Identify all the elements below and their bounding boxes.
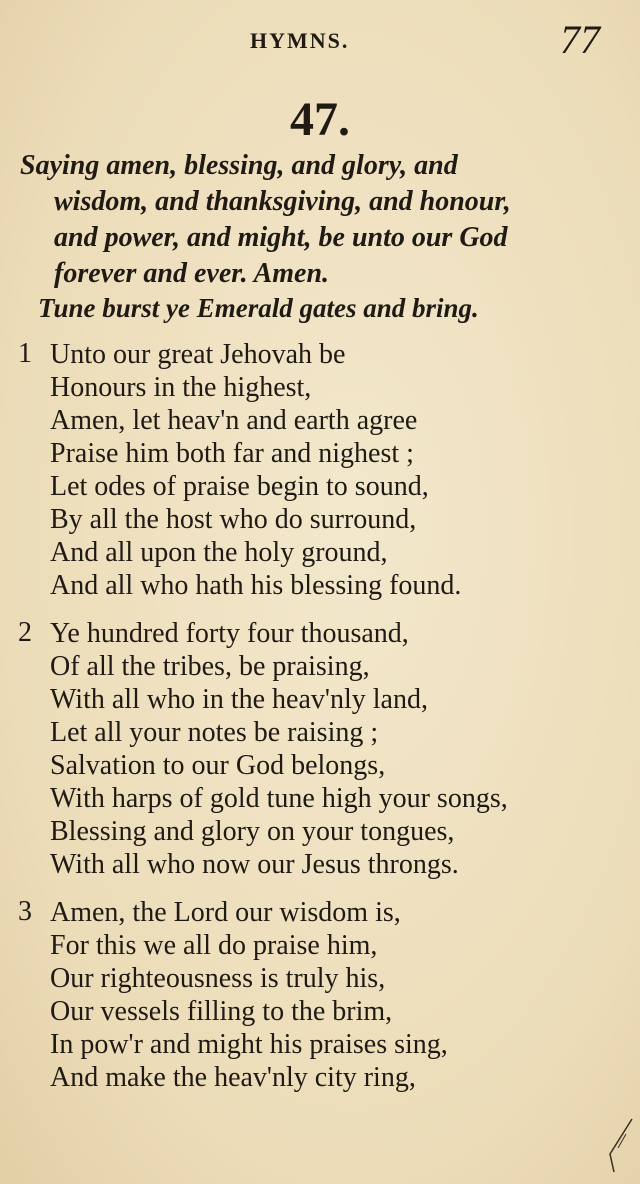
stanza-number: 1: [18, 338, 32, 369]
tune-line: Tune burst ye Emerald gates and bring.: [38, 293, 479, 323]
verse-line: Unto our great Jehovah be: [50, 339, 346, 370]
verse-line: Honours in the highest,: [50, 372, 312, 403]
verse-line: Let odes of praise begin to sound,: [50, 471, 429, 502]
verse-line: Blessing and glory on your tongues,: [50, 816, 455, 847]
verse-line: For this we all do praise him,: [50, 930, 378, 961]
verse-line: And all who hath his blessing found.: [50, 570, 462, 601]
epigraph-line: Saying amen, blessing, and glory, and: [20, 150, 458, 181]
epigraph-line: wisdom, and thanksgiving, and honour,: [54, 186, 511, 217]
epigraph-line: forever and ever. Amen.: [54, 258, 330, 289]
stanza-lines: [50, 896, 448, 1094]
verse-line: With all who in the heav'nly land,: [50, 684, 428, 715]
stanza-number: 2: [18, 617, 32, 648]
verse-line: With all who now our Jesus throngs.: [50, 849, 459, 880]
epigraph: [20, 148, 600, 292]
page-edge-mark: [604, 1114, 634, 1174]
running-title: HYMNS.: [250, 28, 350, 53]
verse-line: And make the heav'nly city ring,: [50, 1062, 416, 1093]
verse-line: Ye hundred forty four thousand,: [50, 618, 409, 649]
epigraph-line: and power, and might, be unto our God: [54, 222, 508, 253]
verse-line: In pow'r and might his praises sing,: [50, 1029, 448, 1060]
verse-line: Of all the tribes, be praising,: [50, 651, 370, 682]
verse-line: With harps of gold tune high your songs,: [50, 783, 508, 814]
page-number: 77: [560, 17, 600, 62]
verse-line: Amen, let heav'n and earth agree: [50, 405, 418, 436]
verse-line: Let all your notes be raising ;: [50, 717, 379, 748]
verse-line: By all the host who do surround,: [50, 504, 417, 535]
verse-line: Salvation to our God belongs,: [50, 750, 386, 781]
verse-line: Praise him both far and nighest ;: [50, 438, 414, 469]
stanza-lines: [50, 338, 461, 602]
verse-line: Amen, the Lord our wisdom is,: [50, 897, 401, 928]
verse-line: Our vessels filling to the brim,: [50, 996, 393, 1027]
stanza-number: 3: [18, 896, 32, 927]
stanza-lines: [50, 617, 508, 881]
hymn-number: 47.: [290, 93, 350, 146]
verse-line: Our righteousness is truly his,: [50, 963, 386, 994]
verse-line: And all upon the holy ground,: [50, 537, 388, 568]
